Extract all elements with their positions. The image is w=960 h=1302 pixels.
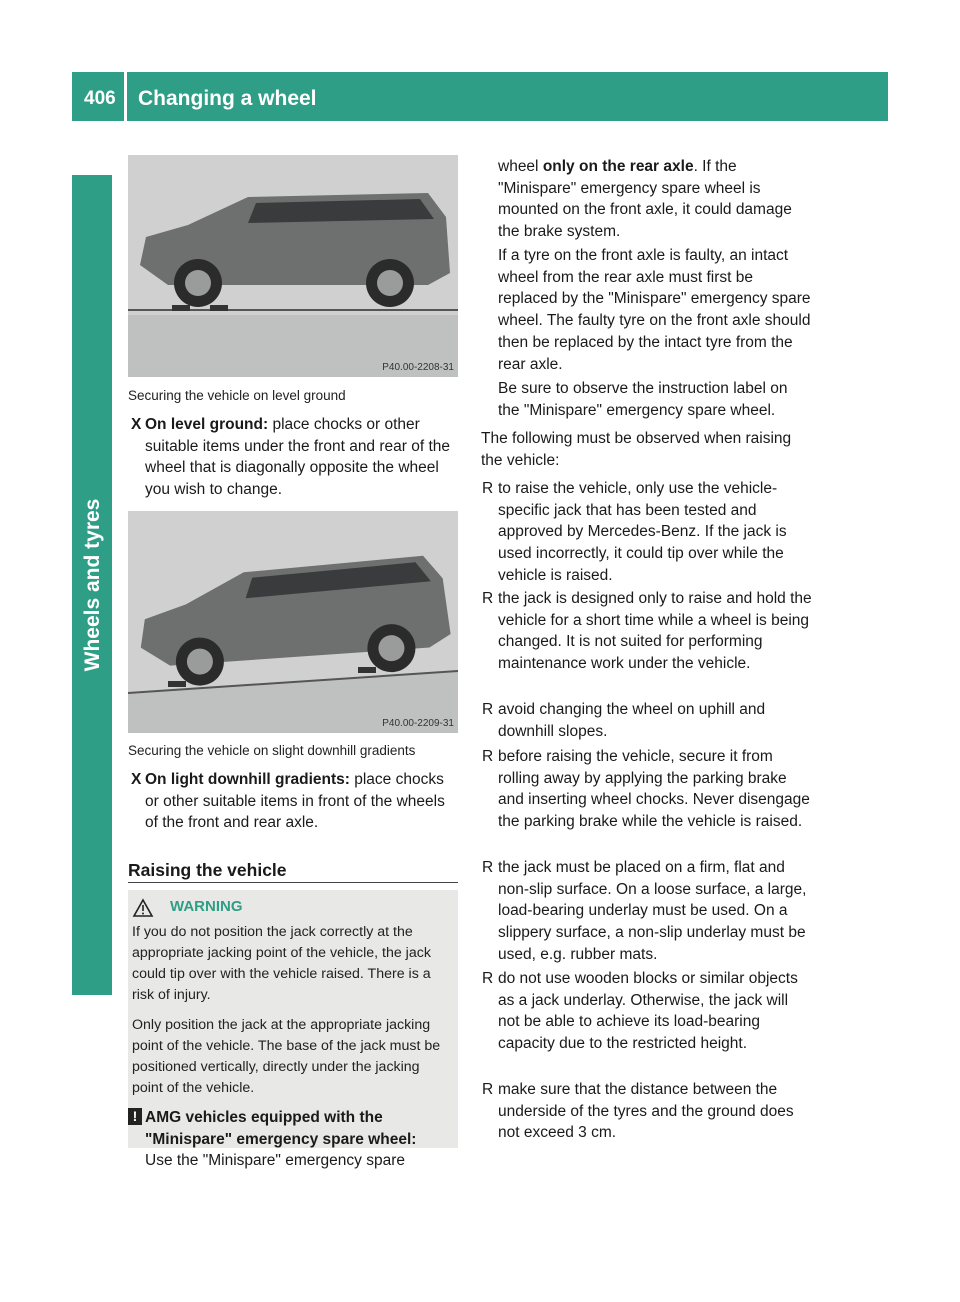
list-item [482,857,813,966]
list-item [482,1079,813,1144]
para-text: wheel [498,158,543,175]
list-item [482,588,813,675]
list-item [482,746,813,833]
step-downhill [131,769,457,834]
vehicle-level-ground-photo [128,155,458,377]
notice-amg [145,1107,455,1172]
step-lead: On light downhill gradients: [145,771,350,788]
bullet-marker: R [482,1081,494,1098]
list-item [482,699,813,742]
bullet-marker: R [482,590,494,607]
bullet-marker: R [482,480,494,497]
minispare-paragraph [498,156,813,243]
step-text: place chocks or other suitable items under the front and rear of the wheel that is diagonally opposite the wheel you wish to change. [145,416,451,498]
list-item [482,968,813,1055]
step-level-ground [131,414,457,500]
warning-instruction: Only position the jack at the appropriate jacking point of the vehicle. The base of the jack must be positioned vertically, directly under the jacking point of the vehicle. [132,1017,441,1096]
warning-text: If you do not position the jack correctly at the appropriate jacking point of the vehicle, the jack could tip over with the vehicle raised. There is a risk of injury. [132,924,431,1003]
list-item-text: do not use wooden blocks or similar objects as a jack underlay. Otherwise, the jack will not be able to achieve its load-bearing capacity due to the restricted height. [498,970,798,1053]
chapter-label: Wheels and tyres [81,498,104,672]
para-text: . If the "Minispare" emergency spare wheel is mounted on the front axle, it could damage the brake system. [498,158,792,241]
warning-title: WARNING [170,898,243,915]
step-lead: On level ground: [145,416,269,433]
warning-triangle-icon [132,898,154,918]
label-paragraph: Be sure to observe the instruction label on the "Minispare" emergency spare wheel. [498,380,788,419]
bullet-marker: R [482,748,494,765]
page-title: Changing a wheel [138,87,317,110]
bullet-marker: R [482,859,494,876]
figure-code: P40.00-2208-31 [382,362,454,373]
list-item-text: make sure that the distance between the underside of the tyres and the ground does not exceed 3 cm. [498,1081,794,1142]
step-text: place chocks or other suitable items in front of the wheels of the front and rear axle. [145,771,445,831]
figure-code: P40.00-2209-31 [382,718,454,729]
list-item-text: before raising the vehicle, secure it from rolling away by applying the parking brake and inserting wheel chocks. Never disengage the parking brake while the vehicle is raised. [498,748,810,831]
bullet-marker: R [482,701,494,718]
list-item [482,478,813,587]
list-item-text: the jack is designed only to raise and hold the vehicle for a short time while a wheel is being changed. It is not suited for performing maintenance work under the vehicle. [498,590,812,673]
list-item-text: avoid changing the wheel on uphill and downhill slopes. [498,701,766,740]
bullet-marker: R [482,970,494,987]
notice-lead: AMG vehicles equipped with the "Minispare" emergency spare wheel: [145,1109,417,1148]
page-number: 406 [84,88,116,109]
vehicle-downhill-photo [128,511,458,733]
figure-caption: Securing the vehicle on level ground [128,388,346,403]
raising-intro: The following must be observed when raising the vehicle: [481,430,792,469]
step-marker: X [131,771,142,788]
para-bold: only on the rear axle [542,158,694,175]
list-item-text: to raise the vehicle, only use the vehicle-specific jack that has been tested and approved by Mercedes-Benz. If the jack is used incorrectly, it could tip over while the vehicle is raised. [498,480,787,584]
list-item-text: the jack must be placed on a firm, flat and non-slip surface. On a loose surface, a large, load-bearing underlay must be used. On a slippery surface, a non-slip underlay must be used, e.g. rubber mats. [498,859,807,963]
section-heading: Raising the vehicle [128,860,287,880]
front-axle-paragraph: If a tyre on the front axle is faulty, an intact wheel from the rear axle must first be replaced by the "Minispare" emergency spare wheel. The faulty tyre on the front axle should then be replaced by the intact tyre from the rear axle. [498,247,811,373]
figure-caption: Securing the vehicle on slight downhill gradients [128,743,416,758]
header-divider [124,72,127,121]
notice-text: Use the "Minispare" emergency spare [145,1152,405,1169]
section-divider [128,882,458,883]
step-marker: X [131,416,142,433]
notice-icon: ! [128,1108,142,1125]
